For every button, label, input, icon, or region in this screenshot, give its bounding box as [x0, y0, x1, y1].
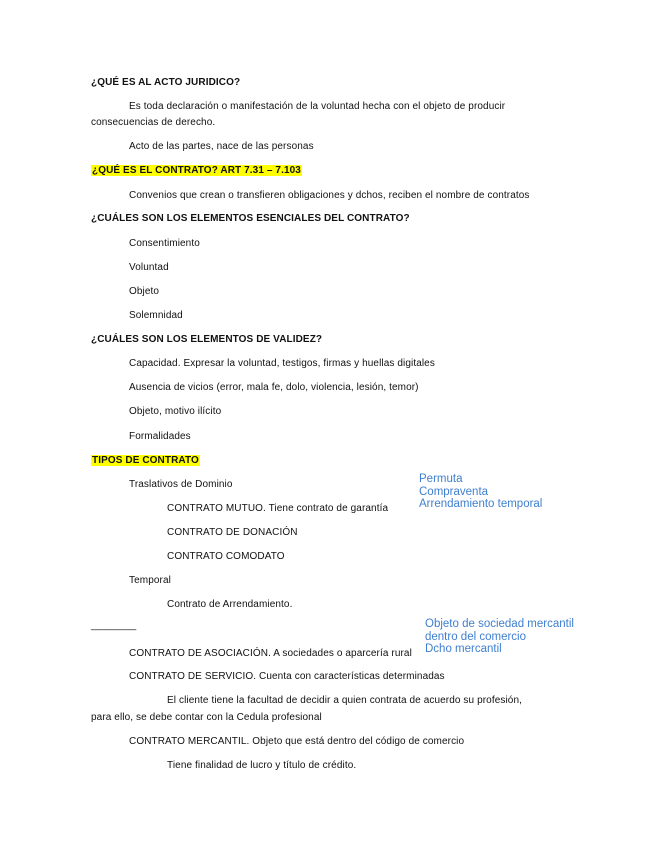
separator-line: ________ — [91, 620, 137, 631]
heading-elementos-validez: ¿CUÁLES SON LOS ELEMENTOS DE VALIDEZ? — [91, 334, 323, 345]
heading-tipos-contrato-highlight: TIPOS DE CONTRATO — [92, 455, 199, 466]
paragraph-acto-juridico-line1: Es toda declaración o manifestación de la voluntad hecha con el objeto de producir — [129, 101, 506, 112]
heading-contrato — [91, 165, 302, 177]
list-item-esencial: Solemnidad — [129, 310, 183, 321]
list-item-validez: Objeto, motivo ilícito — [129, 406, 222, 417]
list-item-validez: Capacidad. Expresar la voluntad, testigos, firmas y huellas digitales — [129, 358, 435, 369]
subheading-traslativos: Traslativos de Dominio — [129, 479, 233, 490]
list-item-esencial: Objeto — [129, 286, 160, 297]
paragraph-contrato-asociacion: CONTRATO DE ASOCIACIÓN. A sociedades o aparcería rural — [129, 648, 412, 659]
list-item-validez: Formalidades — [129, 431, 191, 442]
list-item-esencial: Consentimiento — [129, 238, 200, 249]
heading-elementos-esenciales: ¿CUÁLES SON LOS ELEMENTOS ESENCIALES DEL CONTRATO? — [91, 213, 410, 224]
paragraph-contrato-mercantil: CONTRATO MERCANTIL. Objeto que está dentro del código de comercio — [129, 736, 465, 747]
heading-acto-juridico: ¿QUÉ ES AL ACTO JURIDICO? — [91, 77, 241, 88]
paragraph-acto-partes: Acto de las partes, nace de las personas — [129, 141, 314, 152]
list-item-contrato-arrendamiento: Contrato de Arrendamiento. — [167, 599, 293, 610]
side-note-item: Arrendamiento temporal — [419, 498, 543, 510]
side-note-traslativos — [419, 473, 542, 511]
paragraph-contrato-servicio: CONTRATO DE SERVICIO. Cuenta con características determinadas — [129, 671, 445, 682]
side-note-item: Objeto de sociedad mercantil — [425, 618, 574, 630]
side-note-item: Dcho mercantil — [425, 643, 502, 655]
subheading-temporal: Temporal — [129, 575, 171, 586]
side-note-item: dentro del comercio — [425, 630, 526, 643]
paragraph-cliente-line2: para ello, se debe contar con la Cedula profesional — [91, 712, 322, 723]
side-note-item: Permuta — [419, 473, 463, 485]
side-note-mercantil — [425, 618, 574, 656]
paragraph-cliente-line1: El cliente tiene la facultad de decidir a quien contrata de acuerdo su profesión, — [167, 695, 522, 706]
side-note-item: Compraventa — [419, 485, 489, 498]
list-item-contrato-comodato: CONTRATO COMODATO — [167, 551, 285, 562]
list-item-contrato-donacion: CONTRATO DE DONACIÓN — [167, 527, 298, 538]
list-item-esencial: Voluntad — [129, 262, 169, 273]
list-item-validez: Ausencia de vicios (error, mala fe, dolo, violencia, lesión, temor) — [129, 382, 419, 393]
paragraph-acto-juridico-line2: consecuencias de derecho. — [91, 117, 216, 128]
heading-contrato-highlight: ¿QUÉ ES EL CONTRATO? ART 7.31 – 7.103 — [92, 165, 301, 176]
list-item-contrato-mutuo: CONTRATO MUTUO. Tiene contrato de garantía — [167, 503, 389, 514]
heading-tipos-contrato — [91, 455, 200, 467]
paragraph-finalidad-lucro: Tiene finalidad de lucro y título de crédito. — [167, 760, 357, 771]
paragraph-convenios: Convenios que crean o transfieren obligaciones y dchos, reciben el nombre de contratos — [129, 190, 530, 201]
